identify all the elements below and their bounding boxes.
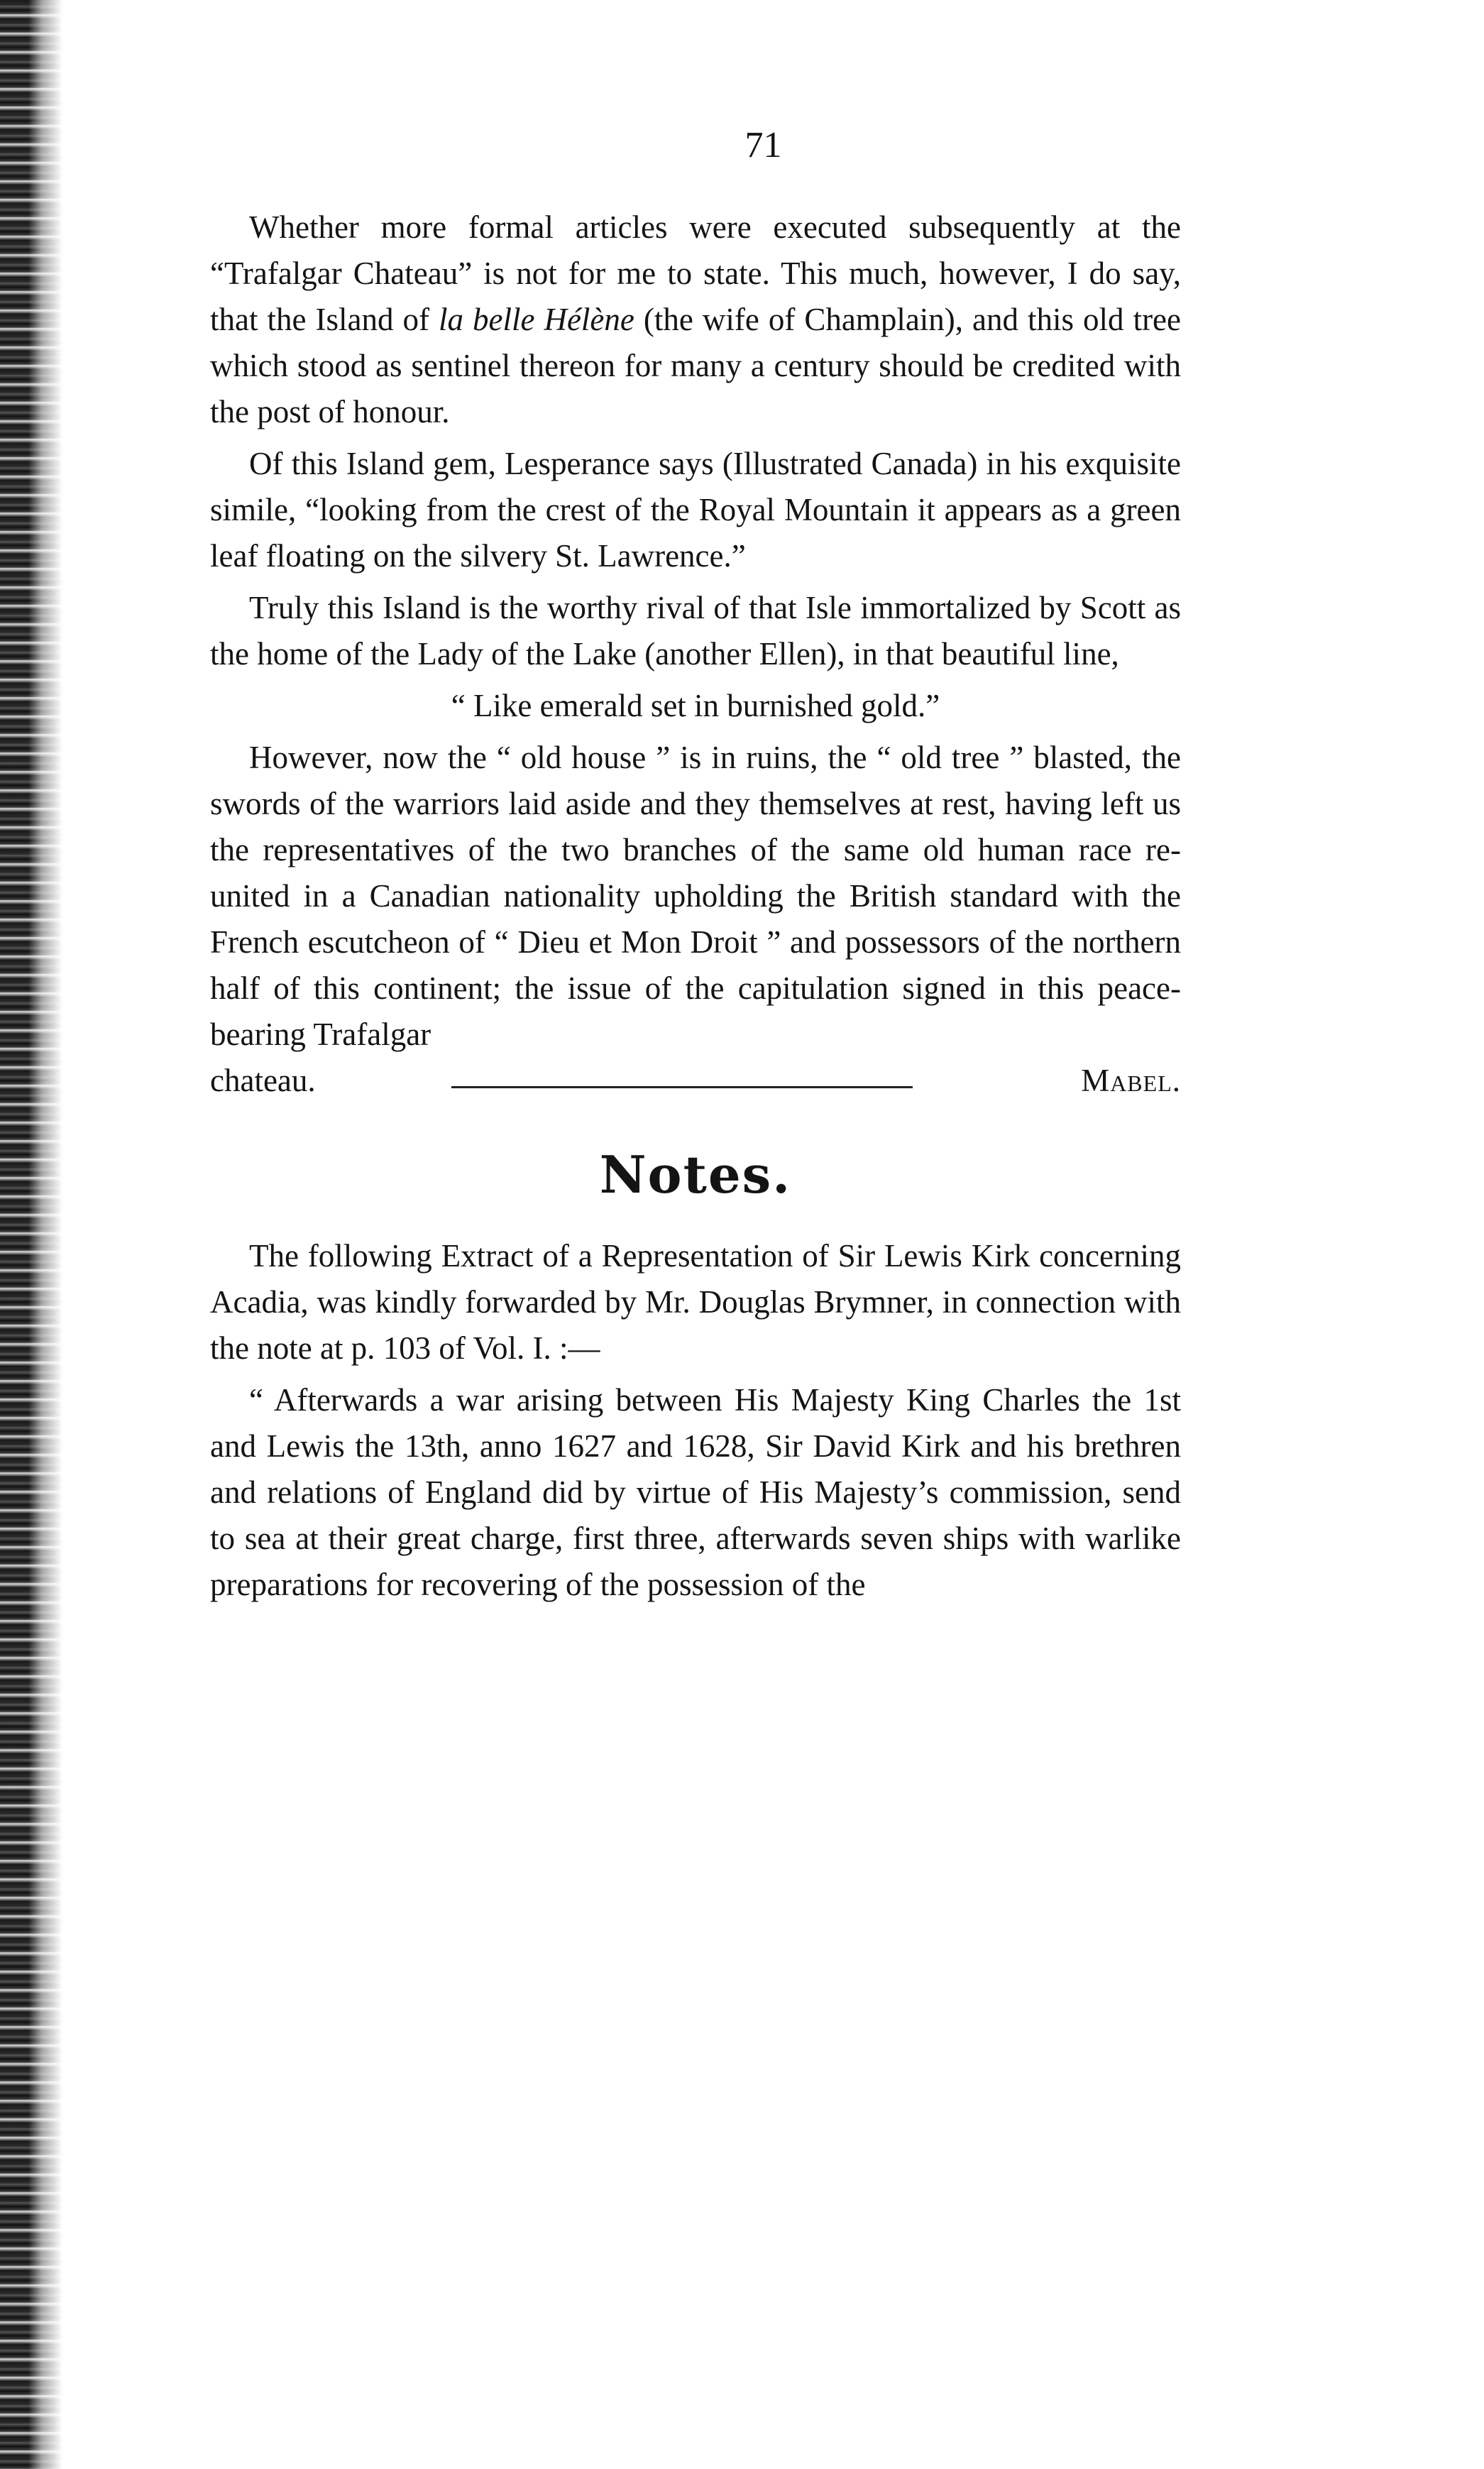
- notes-heading: Notes.: [599, 1144, 792, 1205]
- notes-paragraph-1: The following Extract of a Representation of Sir Lewis Kirk concerning Acadia, was kindly forwarded by Mr. Douglas Brymner, in connection with the note at p. 103 of Vol. I. :—: [210, 1238, 1181, 1366]
- closing-word: chateau.: [210, 1063, 316, 1098]
- article-paragraph-1-text: Whether more formal articles were executed subsequently at the “Trafalgar Chateau” is not for me to state. This much, however, I do say, that the Island of: [210, 209, 1181, 337]
- notes-paragraph-2: “ Afterwards a war arising between His Majesty King Charles the 1st and Lewis the 13th, anno 1627 and 1628, Sir David Kirk and his brethren and relations of England did by virtue of His Majesty’s commission, send to sea at their great charge, first three, afterwards seven ships with warlike preparations for recovering of the possession of the: [210, 1382, 1181, 1602]
- quotation-line: “ Like emerald set in burnished gold.”: [451, 688, 940, 723]
- article-paragraph-1: [210, 204, 1181, 435]
- italic-island-name: la belle Hélène: [438, 302, 634, 337]
- article-paragraph-2: Of this Island gem, Lesperance says (Illustrated Canada) in his exquisite simile, “looking from the crest of the Royal Mountain it appears as a green leaf floating on the silvery St. Lawrence.”: [210, 446, 1181, 574]
- article-paragraph-3: Truly this Island is the worthy rival of that Isle immortalized by Scott as the home of the Lady of the Lake (another Ellen), in that beautiful line,: [210, 590, 1181, 672]
- article-paragraph-1-end: (the wife of Champlain), and this old tree which stood as sentinel thereon for many a century should be credited with the post of honour.: [210, 302, 1181, 429]
- text-column: [210, 204, 1181, 1614]
- separator-rule: [451, 1086, 913, 1088]
- page-number: 71: [744, 125, 782, 165]
- article-paragraph-4: However, now the “ old house ” is in ruins, the “ old tree ” blasted, the swords of the warriors laid aside and they themselves at rest, having left us the representatives of the two branches of the same old human race re-united in a Canadian nationality upholding the British standard with the French escutcheon of “ Dieu et Mon Droit ” and possessors of the northern half of this continent; the issue of the capitulation signed in this peace-bearing Trafalgar: [210, 740, 1181, 1052]
- signoff-line: [210, 1058, 1181, 1104]
- page-binding-edge: [0, 0, 62, 2469]
- author-signature: Mabel.: [1081, 1063, 1181, 1098]
